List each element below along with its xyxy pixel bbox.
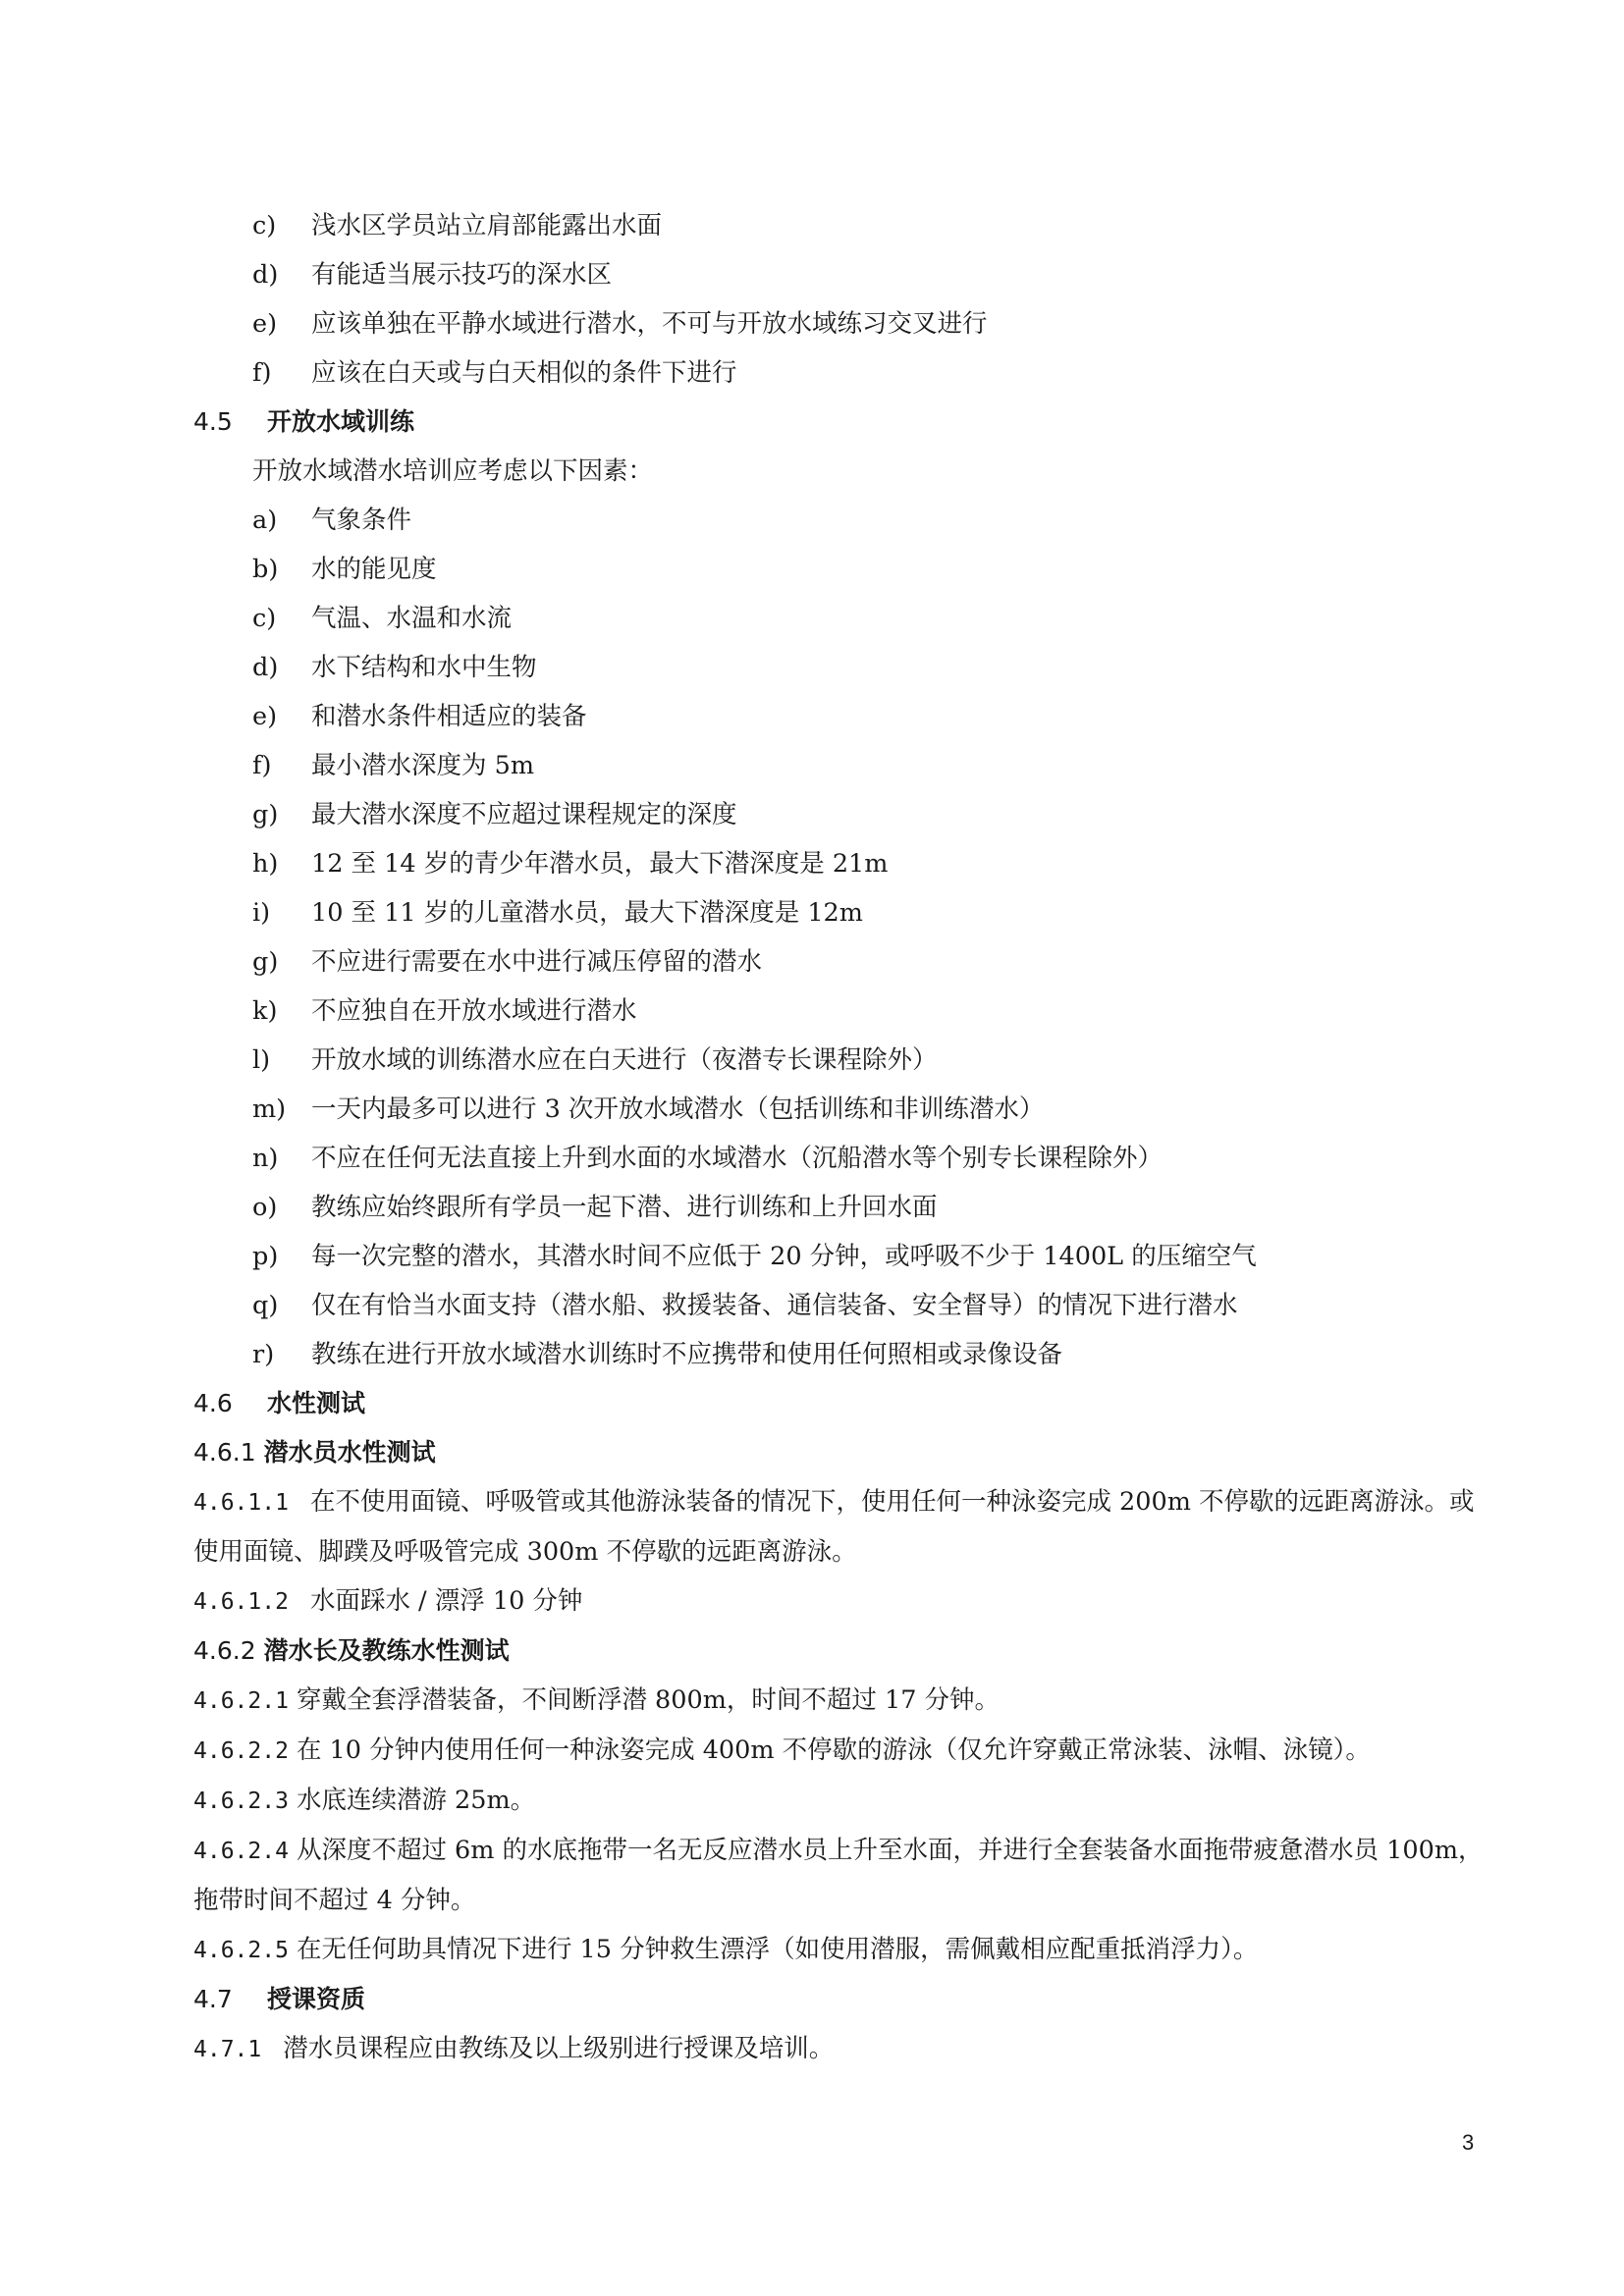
paragraph-number: 4.6.2.5 xyxy=(193,1938,289,1963)
paragraph-number: 4.6.2.3 xyxy=(193,1789,289,1814)
list-text: 12 至 14 岁的青少年潜水员，最大下潜深度是 21m xyxy=(311,849,889,879)
list-marker: n) xyxy=(252,1144,279,1173)
list-text: 教练应始终跟所有学员一起下潜、进行训练和上升回水面 xyxy=(311,1193,938,1222)
list-marker: r) xyxy=(252,1340,275,1369)
list-item xyxy=(193,643,1489,692)
list-item xyxy=(193,1330,1489,1379)
subsection-heading-4-6-1 xyxy=(193,1428,1489,1477)
list-marker: i) xyxy=(252,898,271,928)
section-heading-4-6 xyxy=(193,1379,1489,1428)
list-text: 有能适当展示技巧的深水区 xyxy=(311,260,613,290)
paragraph-number: 4.6.2.2 xyxy=(193,1738,289,1764)
paragraph-number: 4.6.2.1 xyxy=(193,1688,289,1714)
section-intro: 开放水域潜水培训应考虑以下因素： xyxy=(252,456,654,486)
list-marker: e) xyxy=(252,702,278,731)
subsection-title: 潜水长及教练水性测试 xyxy=(263,1636,510,1665)
list-text: 气象条件 xyxy=(311,506,412,535)
page-number: 3 xyxy=(1462,2130,1475,2155)
subsection-number: 4.6.2 xyxy=(193,1636,256,1665)
list-text: 和潜水条件相适应的装备 xyxy=(311,702,587,731)
list-item xyxy=(193,545,1489,594)
paragraph-text: 在不使用面镜、呼吸管或其他游泳装备的情况下，使用任何一种泳姿完成 200m 不停歇的远距离游泳。或使用面镜、脚蹼及呼吸管完成 300m 不停歇的远距离游泳。 xyxy=(193,1487,1475,1567)
list-marker: o) xyxy=(252,1193,278,1222)
list-text: 仅在有恰当水面支持（潜水船、救援装备、通信装备、安全督导）的情况下进行潜水 xyxy=(311,1291,1238,1320)
list-marker: k) xyxy=(252,996,278,1026)
list-marker: g) xyxy=(252,800,279,829)
list-item xyxy=(193,839,1489,888)
list-marker: e) xyxy=(252,309,278,339)
list-marker: h) xyxy=(252,849,279,879)
paragraph-4-7-1 xyxy=(193,2024,1489,2074)
list-marker: b) xyxy=(252,555,279,584)
list-marker: l) xyxy=(252,1045,271,1075)
paragraph-4-6-2-2 xyxy=(193,1726,1489,1776)
list-marker: c) xyxy=(252,604,277,633)
paragraph-4-6-1-2 xyxy=(193,1576,1489,1627)
list-item xyxy=(193,937,1489,987)
section-number: 4.7 xyxy=(193,1985,233,2013)
list-item xyxy=(193,888,1489,937)
page-content xyxy=(193,201,1489,2074)
list-text: 不应独自在开放水域进行潜水 xyxy=(311,996,637,1026)
subsection-title: 潜水员水性测试 xyxy=(263,1438,436,1467)
list-text: 应该在白天或与白天相似的条件下进行 xyxy=(311,358,737,388)
list-marker: c) xyxy=(252,211,277,240)
list-item xyxy=(193,1036,1489,1085)
list-text: 应该单独在平静水域进行潜水，不可与开放水域练习交叉进行 xyxy=(311,309,988,339)
paragraph-text: 在 10 分钟内使用任何一种泳姿完成 400m 不停歇的游泳（仅允许穿戴正常泳装、泳帽、泳镜）。 xyxy=(296,1735,1371,1765)
list-text: 不应进行需要在水中进行减压停留的潜水 xyxy=(311,947,763,977)
paragraph-text: 在无任何助具情况下进行 15 分钟救生漂浮（如使用潜服，需佩戴相应配重抵消浮力）。 xyxy=(296,1935,1259,1964)
list-item xyxy=(193,594,1489,643)
list-item xyxy=(193,987,1489,1036)
list-text: 水的能见度 xyxy=(311,555,437,584)
section-title: 开放水域训练 xyxy=(267,407,415,436)
list-marker: g) xyxy=(252,947,279,977)
list-item xyxy=(193,1183,1489,1232)
list-text: 每一次完整的潜水，其潜水时间不应低于 20 分钟，或呼吸不少于 1400L 的压缩空气 xyxy=(311,1242,1257,1271)
paragraph-text: 穿戴全套浮潜装备，不间断浮潜 800m，时间不超过 17 分钟。 xyxy=(296,1685,1001,1715)
section-heading-4-7 xyxy=(193,1975,1489,2024)
paragraph-number: 4.6.1.1 xyxy=(193,1490,289,1516)
list-marker: f) xyxy=(252,751,272,780)
list-marker: q) xyxy=(252,1291,279,1320)
list-item xyxy=(193,1134,1489,1183)
list-text: 最小潜水深度为 5m xyxy=(311,751,535,780)
list-text: 不应在任何无法直接上升到水面的水域潜水（沉船潜水等个别专长课程除外） xyxy=(311,1144,1164,1173)
list-text: 教练在进行开放水域潜水训练时不应携带和使用任何照相或录像设备 xyxy=(311,1340,1063,1369)
section-number: 4.5 xyxy=(193,407,233,436)
paragraph-4-6-2-4 xyxy=(193,1826,1489,1925)
paragraph-number: 4.6.1.2 xyxy=(193,1589,289,1615)
list-text: 10 至 11 岁的儿童潜水员，最大下潜深度是 12m xyxy=(311,898,863,928)
list-text: 一天内最多可以进行 3 次开放水域潜水（包括训练和非训练潜水） xyxy=(311,1095,1045,1124)
section-number: 4.6 xyxy=(193,1389,233,1417)
paragraph-text: 水底连续潜游 25m。 xyxy=(296,1786,536,1815)
subsection-number: 4.6.1 xyxy=(193,1438,256,1467)
paragraph-4-6-2-1 xyxy=(193,1676,1489,1726)
list-marker: d) xyxy=(252,260,279,290)
list-item xyxy=(193,250,1489,299)
list-marker: f) xyxy=(252,358,272,388)
list-text: 水下结构和水中生物 xyxy=(311,653,537,682)
paragraph-text: 潜水员课程应由教练及以上级别进行授课及培训。 xyxy=(283,2034,835,2063)
list-item xyxy=(193,496,1489,545)
list-item xyxy=(193,1281,1489,1330)
section-heading-4-5 xyxy=(193,398,1489,447)
subsection-heading-4-6-2 xyxy=(193,1627,1489,1676)
list-item xyxy=(193,1232,1489,1281)
list-marker: a) xyxy=(252,506,278,535)
list-item xyxy=(193,1085,1489,1134)
list-text: 气温、水温和水流 xyxy=(311,604,513,633)
list-marker: m) xyxy=(252,1095,287,1124)
paragraph-text: 水面踩水 / 漂浮 10 分钟 xyxy=(309,1586,583,1616)
list-marker: d) xyxy=(252,653,279,682)
list-text: 最大潜水深度不应超过课程规定的深度 xyxy=(311,800,737,829)
list-item xyxy=(193,790,1489,839)
list-marker: p) xyxy=(252,1242,279,1271)
paragraph-number: 4.7.1 xyxy=(193,2037,262,2062)
paragraph-4-6-2-5 xyxy=(193,1925,1489,1975)
section-title: 授课资质 xyxy=(267,1985,366,2013)
list-item xyxy=(193,741,1489,790)
list-item xyxy=(193,201,1489,250)
list-text: 开放水域的训练潜水应在白天进行（夜潜专长课程除外） xyxy=(311,1045,938,1075)
list-text: 浅水区学员站立肩部能露出水面 xyxy=(311,211,663,240)
paragraph-text: 从深度不超过 6m 的水底拖带一名无反应潜水员上升至水面，并进行全套装备水面拖带疲惫潜水员 100m，拖带时间不超过 4 分钟。 xyxy=(193,1836,1484,1915)
list-item xyxy=(193,299,1489,348)
list-item xyxy=(193,692,1489,741)
paragraph-4-6-2-3 xyxy=(193,1776,1489,1826)
paragraph-4-6-1-1 xyxy=(193,1477,1489,1576)
list-item xyxy=(193,348,1489,398)
section-title: 水性测试 xyxy=(267,1389,366,1417)
paragraph-number: 4.6.2.4 xyxy=(193,1839,289,1864)
